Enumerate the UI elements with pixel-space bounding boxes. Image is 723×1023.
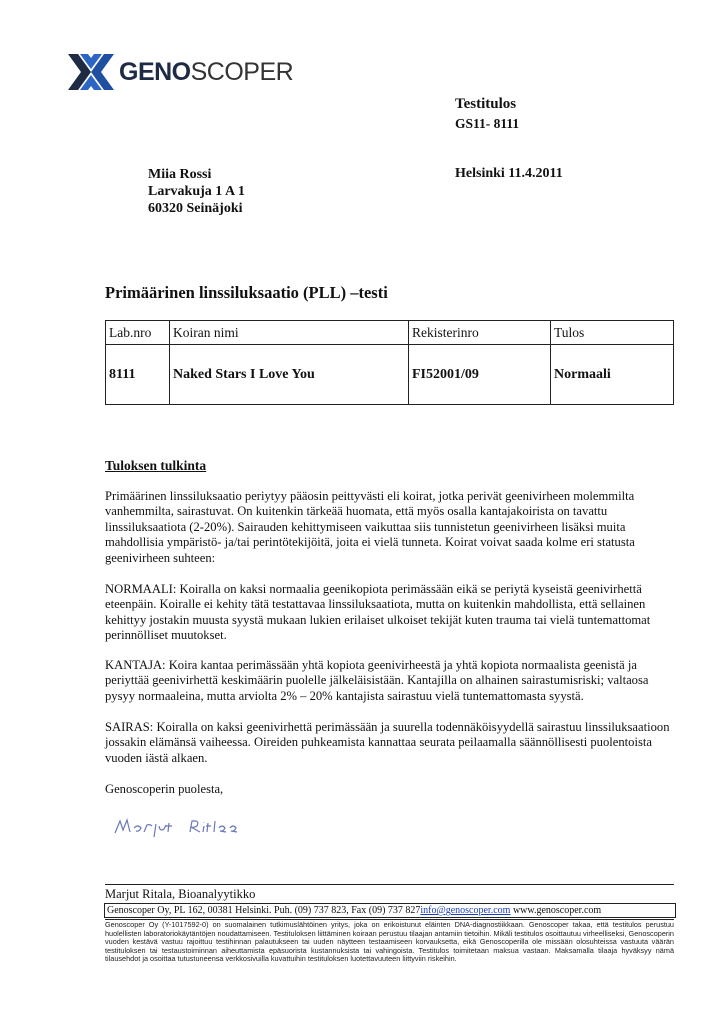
- table-cell-dog-name: Naked Stars I Love You: [170, 345, 409, 405]
- status-affected-paragraph: SAIRAS: Koiralla on kaksi geenivirhettä perimässään ja suurella todennäköisyydellä sairastuu linssiluksaatioon jossakin elämänsä vaiheessa. Oireiden puhkeamista kannattaa seurata peilaamalla säännöllisesti puolentoista vuoden iästä alkaen.: [105, 720, 670, 765]
- table-header-cell: Rekisterinro: [409, 321, 551, 345]
- recipient-name: Miia Rossi: [148, 167, 212, 182]
- handwritten-signature: [112, 815, 262, 844]
- table-cell-result: Normaali: [551, 345, 674, 405]
- interpretation-heading: Tuloksen tulkinta: [105, 458, 207, 473]
- logo-text-scoper: SCOPER: [190, 58, 294, 86]
- place-date: Helsinki 11.4.2011: [455, 166, 563, 181]
- company-logo: [68, 52, 308, 92]
- genoscoper-logo-icon: [68, 52, 114, 92]
- document-code: GS11- 8111: [455, 116, 520, 131]
- signer-name: Marjut Ritala, Bioanalyytikko: [105, 887, 256, 901]
- recipient-city: 60320 Seinäjoki: [148, 201, 243, 216]
- recipient-street: Larvakuja 1 A 1: [148, 184, 245, 199]
- table-header-cell: Lab.nro: [106, 321, 170, 345]
- table-header-cell: Koiran nimi: [170, 321, 409, 345]
- result-table: [105, 320, 674, 405]
- closing-line: Genoscoperin puolesta,: [105, 782, 224, 796]
- website-link[interactable]: www.genoscoper.com: [510, 905, 602, 916]
- contact-box: [104, 903, 676, 918]
- interpretation-intro: Primäärinen linssiluksaatio periytyy pääosin peittyvästi eli koirat, jotka perivät geenivirheen molemmilta vanhemmilta, sairastuvat. On kuitenkin tärkeää huomata, että myös osalla kantajakoirista on tavattu linssiluksaatiota (2-20%). Sairauden kehittymiseen vaikuttaa siis tunnistetun geenivirheen lisäksi muita mahdollisia ympäristö- ja/tai perintötekijöitä, joita ei vielä tunneta. Koirat voivat saada kolme eri statusta geenivirheen suhteen:: [105, 489, 635, 565]
- contact-details: Genoscoper Oy, PL 162, 00381 Helsinki. Puh. (09) 737 823, Fax (09) 737 827: [107, 905, 421, 916]
- recipient-address: [148, 166, 245, 217]
- logo-wordmark: [119, 58, 293, 87]
- table-row: [106, 345, 674, 405]
- table-cell-lab-number: 8111: [106, 345, 170, 405]
- table-header-cell: Tulos: [551, 321, 674, 345]
- test-title: Primäärinen linssiluksaatio (PLL) –testi: [105, 283, 388, 302]
- status-normal-paragraph: NORMAALI: Koiralla on kaksi normaalia geenikopiota perimässään eikä se periytä kyseistä geenivirhettä eteenpäin. Koiralle ei kehity tätä testattavaa linssiluksaatiota, mutta on kuitenkin mahdollista, että sellainen kehittyy jostakin muusta syystä mukaan lukien erilaiset ulkoiset tekijät kuten trauma tai vielä tuntemattomat perinnölliset muutokset.: [105, 582, 651, 643]
- table-header-row: [106, 321, 674, 345]
- legal-disclaimer: Genoscoper Oy (Y-1017592-0) on suomalainen tutkimuslähtöinen yritys, joka on erikoistunut eläinten DNA-diagnostiikkaan. Genoscoper takaa, että testitulos perustuu huolellisten laboratoriokäytäntöjen noudattamiseen. Testituloksen liittäminen koiraan perustuu tilaajan antamiin tietoihin. Mikäli testitulos osoittautuu virheelliseksi, Genoscoperin vuoden kestävä vastuu rajoittuu testihinnan palautukseen tai uuden näytteen testaamiseen korvauksetta, eikä Genoscoperilla ole missään olosuhteissa vastuuta väärän testituloksen tai testaustoiminnan aiheuttamista epäsuorista kustannuksista tai vahingoista. Testitulos toimitetaan maksua vastaan. Maksamalla tilaaja hyväksyy nämä tilausehdot ja osoittaa tutustuneensa verkkosivuilla kuvattuihin testituloksen luotettavuuteen liittyviin riskeihin.: [105, 920, 674, 964]
- logo-text-geno: GENO: [119, 58, 191, 86]
- table-cell-registration: FI52001/09: [409, 345, 551, 405]
- status-carrier-paragraph: KANTAJA: Koira kantaa perimässään yhtä kopiota geenivirheestä ja yhtä kopiota normaalista geenistä ja periyttää geenivirhettä keskimäärin puolelle jälkeläisistään. Kantajilla on alhainen sairastumisriski; valtaosa pysyy normaaleina, mutta arviolta 2% – 20% kantajista sairastuu vielä tuntemattomasta syystä.: [105, 658, 649, 703]
- email-link[interactable]: info@genoscoper.com: [420, 905, 511, 916]
- footer-divider: [105, 884, 674, 885]
- document-title: Testitulos: [455, 96, 517, 112]
